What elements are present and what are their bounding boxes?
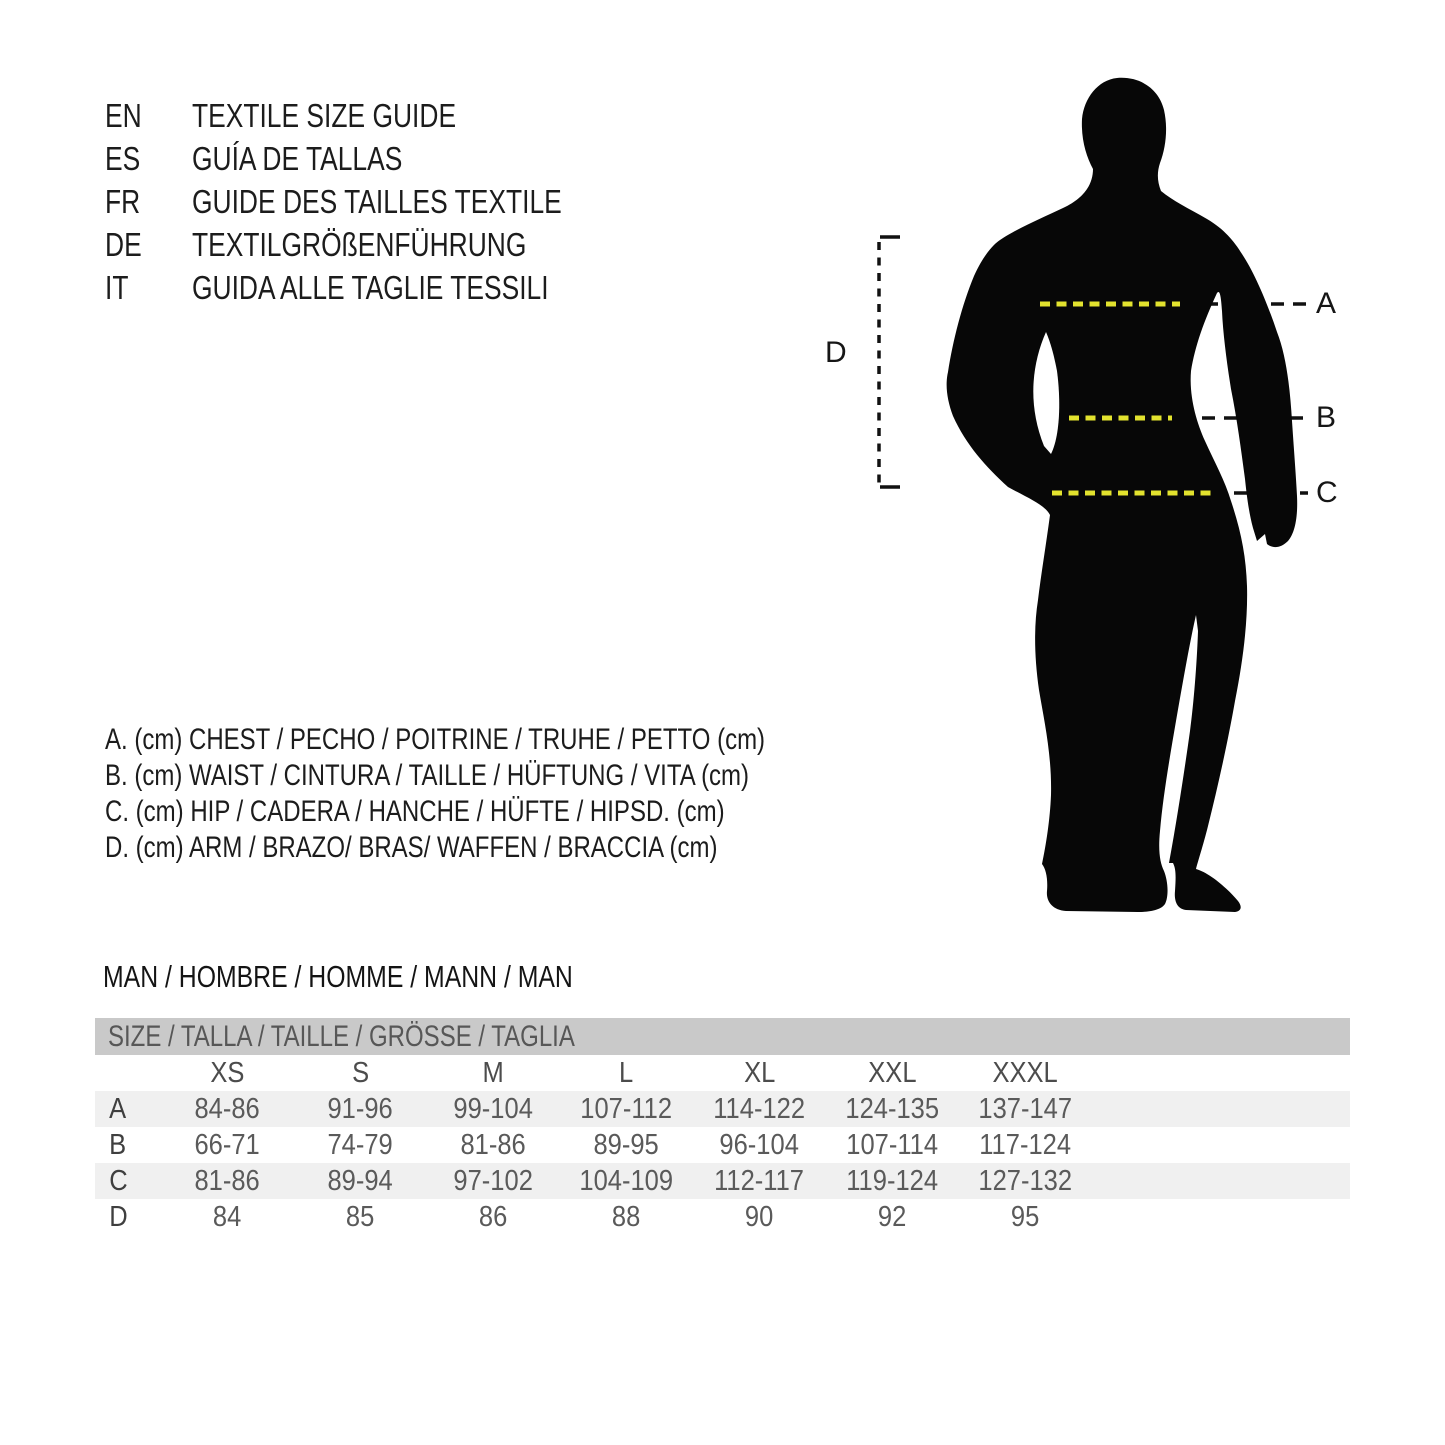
table-row-chest: [95, 1091, 1350, 1127]
chest-l: 107-112: [580, 1092, 673, 1125]
chest-xl: 114-122: [713, 1092, 806, 1125]
size-table-header-bar: [95, 1018, 1350, 1055]
lang-code-it: IT: [105, 268, 129, 306]
chest-m: 99-104: [453, 1092, 534, 1125]
legend-waist-text: B. (cm) WAIST / CINTURA / TAILLE / HÜFTUNG / VITA (cm): [105, 759, 750, 792]
chest-s: 91-96: [327, 1092, 394, 1125]
arm-s: 85: [346, 1200, 375, 1233]
guide-title-en: TEXTILE SIZE GUIDE: [192, 96, 457, 134]
size-label-xxl: XXL: [868, 1056, 917, 1089]
legend-chest-text: A. (cm) CHEST / PECHO / POITRINE / TRUHE / PETTO (cm): [105, 723, 766, 756]
size-label-xxxl: XXXL: [992, 1056, 1059, 1089]
size-label-l: L: [619, 1056, 634, 1089]
arm-xs: 84: [213, 1200, 242, 1233]
chest-xxxl: 137-147: [978, 1092, 1073, 1125]
legend-arm: [105, 830, 930, 866]
table-row-hip: [95, 1163, 1350, 1199]
arm-line-label: D: [825, 336, 847, 369]
size-table-header-text: SIZE / TALLA / TAILLE / GRÖSSE / TAGLIA: [108, 1019, 575, 1053]
size-label-m: M: [482, 1056, 505, 1089]
row-label-b: B: [109, 1128, 127, 1161]
size-label-xs: XS: [210, 1056, 245, 1089]
legend-hip-text: C. (cm) HIP / CADERA / HANCHE / HÜFTE / HIPSD. (cm): [105, 795, 725, 828]
hip-xs: 81-86: [194, 1164, 261, 1197]
waist-xs: 66-71: [194, 1128, 261, 1161]
hip-l: 104-109: [579, 1164, 674, 1197]
legend-waist: [105, 758, 930, 794]
hip-line-label: C: [1316, 476, 1338, 509]
lang-code-de: DE: [105, 225, 142, 263]
measurement-legend: [105, 722, 930, 866]
arm-xxl: 92: [878, 1200, 907, 1233]
chest-xxl: 124-135: [845, 1092, 940, 1125]
hip-xxxl: 127-132: [978, 1164, 1073, 1197]
lang-code-en: EN: [105, 96, 142, 134]
guide-title-it: GUIDA ALLE TAGLIE TESSILI: [192, 268, 549, 306]
arm-xxxl: 95: [1011, 1200, 1040, 1233]
chest-line-label: A: [1316, 287, 1337, 320]
legend-arm-text: D. (cm) ARM / BRAZO/ BRAS/ WAFFEN / BRACCIA (cm): [105, 831, 718, 864]
guide-title-fr: GUIDE DES TAILLES TEXTILE: [192, 182, 562, 220]
table-row-arm: [95, 1199, 1350, 1235]
waist-l: 89-95: [593, 1128, 660, 1161]
row-label-d: D: [109, 1200, 128, 1233]
legend-hip: [105, 794, 930, 830]
hip-m: 97-102: [453, 1164, 534, 1197]
legend-chest: [105, 722, 930, 758]
waist-xxxl: 117-124: [979, 1128, 1072, 1161]
arm-l: 88: [612, 1200, 641, 1233]
waist-xxl: 107-114: [846, 1128, 939, 1161]
row-label-a: A: [109, 1092, 127, 1125]
size-table: [95, 1018, 1350, 1235]
lang-code-fr: FR: [105, 182, 141, 220]
row-label-c: C: [109, 1164, 128, 1197]
hip-s: 89-94: [327, 1164, 394, 1197]
section-title-text: MAN / HOMBRE / HOMME / MANN / MAN: [103, 959, 573, 994]
waist-m: 81-86: [460, 1128, 527, 1161]
guide-title-de: TEXTILGRÖßENFÜHRUNG: [192, 225, 527, 263]
waist-line-label: B: [1316, 401, 1337, 434]
waist-xl: 96-104: [719, 1128, 800, 1161]
arm-m: 86: [479, 1200, 508, 1233]
chest-xs: 84-86: [194, 1092, 261, 1125]
size-labels-row: [95, 1055, 1350, 1091]
waist-s: 74-79: [327, 1128, 394, 1161]
lang-code-es: ES: [105, 139, 141, 177]
size-label-s: S: [351, 1056, 370, 1089]
hip-xxl: 119-124: [846, 1164, 939, 1197]
arm-xl: 90: [745, 1200, 774, 1233]
guide-title-es: GUÍA DE TALLAS: [192, 139, 403, 177]
size-label-xl: XL: [743, 1056, 776, 1089]
table-row-waist: [95, 1127, 1350, 1163]
hip-xl: 112-117: [714, 1164, 805, 1197]
section-title-man: [103, 959, 690, 995]
